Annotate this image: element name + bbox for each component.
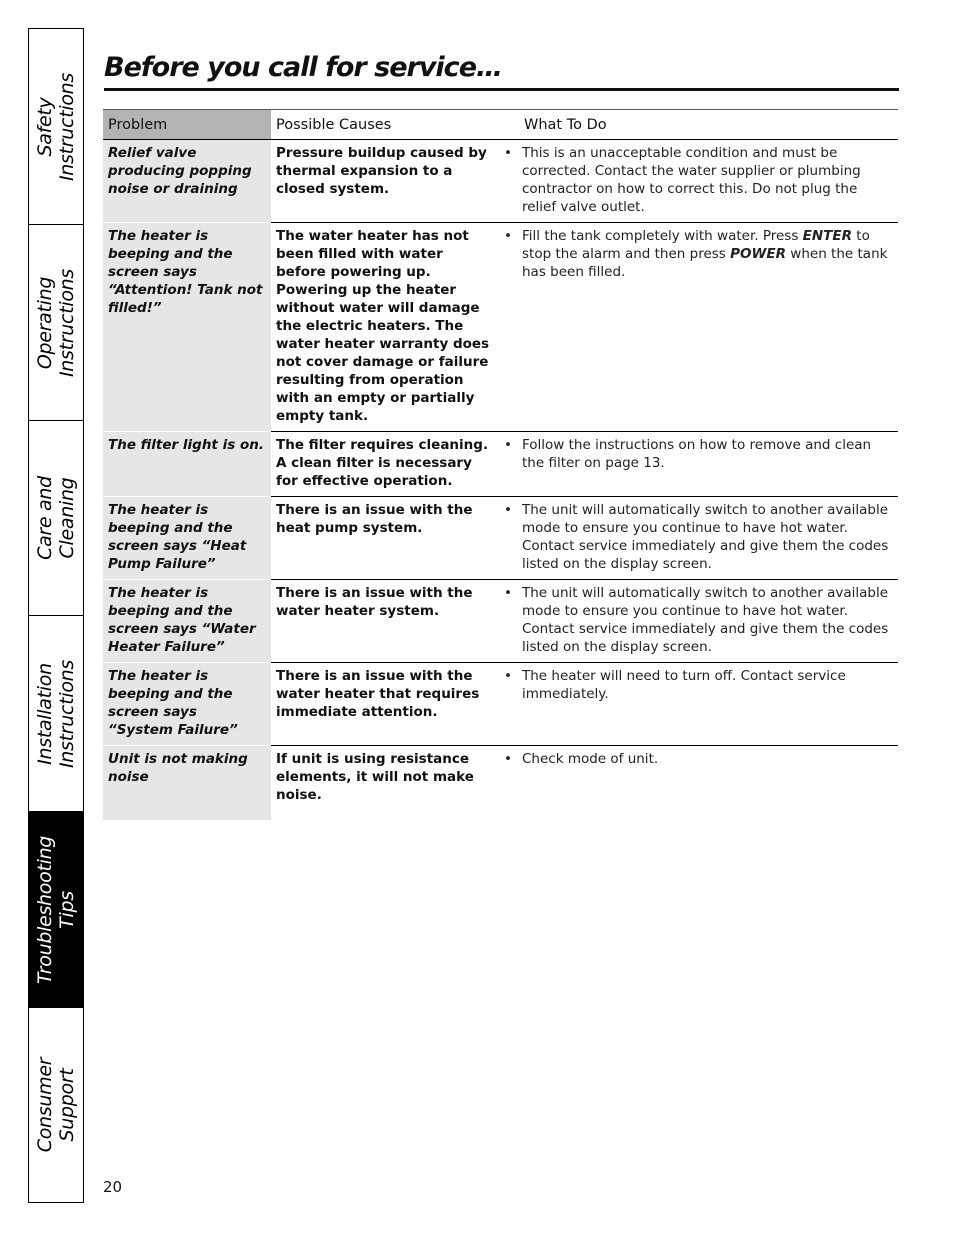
table-row — [103, 432, 898, 497]
header-possible-causes: Possible Causes — [271, 110, 495, 140]
todo-cell — [495, 223, 898, 432]
troubleshooting-table — [103, 109, 898, 820]
tab-care-and-cleaning[interactable] — [29, 421, 83, 616]
bullet-icon: • — [504, 668, 512, 684]
tab-safety-instructions[interactable] — [29, 29, 83, 225]
bullet-icon: • — [504, 585, 512, 601]
cause-cell: If unit is using resistance elements, it will not make noise. — [276, 751, 474, 803]
todo-cell — [495, 580, 898, 663]
table-row — [103, 580, 898, 663]
problem-cell: Relief valve producing popping noise or draining — [103, 140, 271, 223]
table-row — [103, 746, 898, 821]
enter-key-label: ENTER — [802, 228, 853, 244]
page-number: 20 — [103, 1178, 123, 1196]
tab-consumer-support[interactable] — [29, 1008, 83, 1202]
cause-cell: The filter requires cleaning. A clean filter is necessary for effective operation. — [271, 432, 495, 497]
table-row — [103, 497, 898, 580]
tab-label: Operating Instructions — [34, 268, 78, 377]
bullet-icon: • — [504, 145, 512, 161]
tab-operating-instructions[interactable] — [29, 225, 83, 421]
cause-cell: The water heater has not been filled with water before powering up. Powering up the heater without water will damage the electric heaters. The water heater warranty does not cover damage or failure resulting from operation with an empty or partially empty tank. — [271, 223, 495, 432]
cause-cell: There is an issue with the water heater system. — [271, 580, 495, 663]
page-title: Before you call for service… — [104, 52, 503, 83]
problem-cell: The heater is beeping and the screen says “System Failure” — [103, 663, 271, 746]
todo-text: The heater will need to turn off. Contact service immediately. — [522, 668, 846, 702]
todo-text: Follow the instructions on how to remove and clean the filter on page 13. — [522, 437, 872, 471]
todo-cell — [495, 497, 898, 580]
header-problem: Problem — [103, 110, 271, 140]
header-what-to-do: What To Do — [495, 110, 898, 140]
todo-cell — [495, 663, 898, 746]
problem-cell: The heater is beeping and the screen says “Heat Pump Failure” — [103, 497, 271, 580]
table-row — [103, 663, 898, 746]
bullet-icon: • — [504, 502, 512, 518]
tab-label: Installation Instructions — [34, 659, 78, 768]
todo-text: The unit will automatically switch to another available mode to ensure you continue to have hot water. Contact service immediately and give them the codes listed on the display screen. — [522, 502, 889, 572]
bullet-icon: • — [504, 437, 512, 453]
tab-label: Safety Instructions — [34, 72, 78, 181]
todo-text: Check mode of unit. — [522, 751, 659, 767]
power-key-label: POWER — [730, 246, 787, 262]
todo-cell — [495, 746, 898, 821]
todo-text: Fill the tank completely with water. Press ENTER to stop the alarm and then press POWER when the tank has been filled. — [522, 228, 888, 280]
problem-cell: Unit is not making noise — [103, 746, 271, 821]
todo-text: This is an unacceptable condition and must be corrected. Contact the water supplier or plumbing contractor on how to correct this. Do not plug the relief valve outlet. — [522, 145, 861, 215]
tab-label: Care and Cleaning — [34, 476, 79, 560]
bullet-icon: • — [504, 228, 512, 244]
title-divider — [104, 88, 899, 91]
tab-troubleshooting-tips[interactable] — [29, 812, 83, 1008]
tab-label: Consumer Support — [34, 1057, 79, 1153]
cause-cell: There is an issue with the water heater that requires immediate attention. — [271, 663, 495, 746]
todo-text: The unit will automatically switch to another available mode to ensure you continue to have hot water. Contact service immediately and give them the codes listed on the display screen. — [522, 585, 889, 655]
problem-cell: The filter light is on. — [103, 432, 271, 497]
cause-cell: Pressure buildup caused by thermal expansion to a closed system. — [271, 140, 495, 223]
section-tabs — [28, 28, 84, 1203]
table-row — [103, 140, 898, 223]
bullet-icon: • — [504, 751, 512, 767]
table-header-row — [103, 110, 898, 140]
cause-cell: There is an issue with the heat pump system. — [271, 497, 495, 580]
problem-cell: The heater is beeping and the screen says “Attention! Tank not filled!” — [103, 223, 271, 432]
tab-label: Troubleshooting Tips — [34, 835, 79, 984]
problem-cell: The heater is beeping and the screen says “Water Heater Failure” — [103, 580, 271, 663]
table-row — [103, 223, 898, 432]
todo-cell — [495, 140, 898, 223]
todo-cell — [495, 432, 898, 497]
tab-installation-instructions[interactable] — [29, 616, 83, 812]
